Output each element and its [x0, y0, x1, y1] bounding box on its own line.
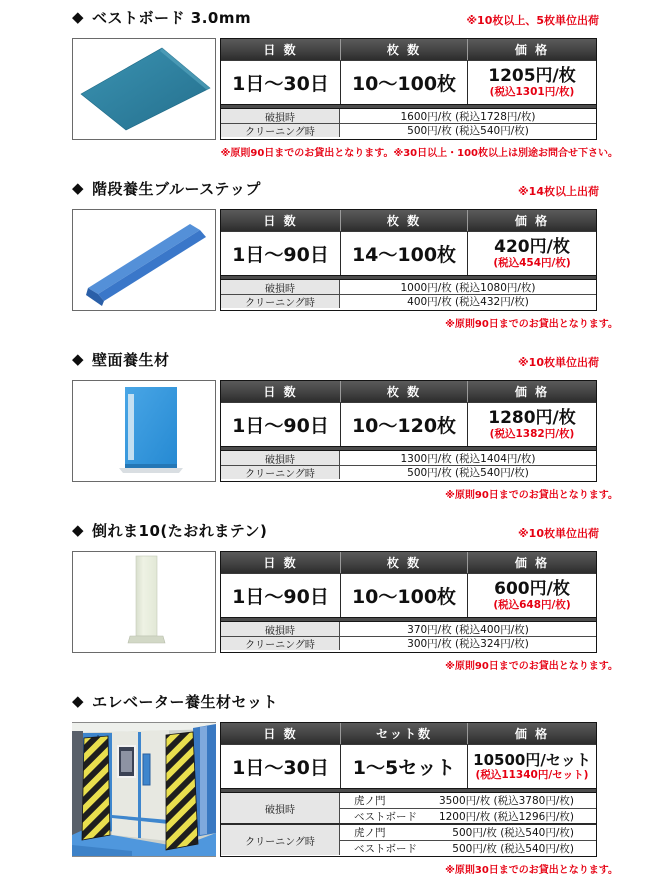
price-value: 600円/枚: [494, 578, 570, 599]
section-footnote: ※原則90日までのお貸出となります。: [445, 661, 618, 672]
price-value: 420円/枚: [494, 236, 570, 257]
product-title: [72, 691, 278, 712]
table-row: [221, 636, 596, 650]
section-footnote: ※原則90日までのお貸出となります。※30日以上・100枚以上は別途お問合せ下さい。: [220, 148, 618, 159]
section-header: [72, 694, 599, 712]
diamond-bullet-icon: ◆: [72, 8, 85, 26]
item-fee: 1200円/枚 (税込1296円/枚): [438, 810, 574, 823]
table-row: [221, 123, 596, 137]
quantity-value: 10〜100枚: [340, 574, 467, 617]
shipping-note: ※14枚以上出荷: [517, 185, 599, 198]
product-section-bestboard: [72, 10, 618, 159]
col-header-days: 日 数: [263, 43, 298, 57]
damage-label: 破損時: [221, 280, 340, 294]
cleaning-fee: 300円/枚 (税込324円/枚): [407, 638, 529, 650]
diamond-bullet-icon: ◆: [72, 521, 85, 539]
shipping-note: ※10枚以上、5枚単位出荷: [466, 14, 599, 27]
col-header-price: 価 格: [467, 381, 596, 402]
col-header-qty: 枚 数: [340, 552, 467, 573]
price-value: 1280円/枚: [488, 407, 576, 428]
damage-fee: 370円/枚 (税込400円/枚): [407, 623, 529, 636]
damage-fee: 1300円/枚 (税込1404円/枚): [400, 452, 536, 465]
product-title: [72, 520, 267, 541]
cleaning-label: クリーニング時: [221, 124, 340, 137]
cleaning-label: クリーニング時: [221, 466, 340, 479]
quantity-value: 14〜100枚: [340, 232, 467, 275]
table-row: [221, 465, 596, 479]
blue-wall-panel-image: [72, 381, 216, 481]
product-image-box: [72, 380, 216, 482]
diamond-bullet-icon: ◆: [72, 179, 85, 197]
elevator-photo-image: [72, 723, 216, 856]
pale-column-image: [72, 552, 216, 652]
damage-label: 破損時: [221, 793, 340, 823]
cleaning-group: [221, 823, 596, 855]
product-photo-box: [72, 722, 216, 857]
section-header: [72, 523, 599, 541]
item-fee: 500円/枚 (税込540円/枚): [452, 842, 574, 855]
damage-label: 破損時: [221, 451, 340, 465]
section-header: [72, 352, 599, 370]
product-title-text: 壁面養生材: [92, 351, 170, 369]
blue-step-image: [72, 210, 216, 310]
damage-label: 破損時: [221, 109, 340, 123]
product-section-elevator-set: [72, 694, 618, 876]
product-image-box: [72, 209, 216, 311]
days-value: 1日〜30日: [232, 757, 329, 779]
section-header: [72, 10, 599, 28]
col-header-price: 価 格: [467, 723, 596, 744]
section-footnote: ※原則30日までのお貸出となります。: [445, 865, 618, 876]
price-table: [220, 38, 597, 140]
product-section-bluestep: [72, 181, 618, 330]
price-cell: [467, 745, 596, 788]
item-name: 虎ノ門: [354, 827, 386, 839]
col-header-qty: 枚 数: [340, 210, 467, 231]
item-name: ベストボード: [354, 810, 417, 823]
cleaning-fee: 500円/枚 (税込540円/枚): [407, 467, 529, 479]
item-fee: 500円/枚 (税込540円/枚): [452, 827, 574, 839]
price-cell: [467, 403, 596, 446]
col-header-price: 価 格: [467, 39, 596, 60]
product-title-text: 階段養生ブルーステップ: [92, 180, 261, 198]
col-header-price: 価 格: [467, 210, 596, 231]
damage-fee: 1600円/枚 (税込1728円/枚): [400, 110, 536, 123]
product-section-wallpanel: [72, 352, 618, 501]
price-value: 1205円/枚: [488, 65, 576, 86]
price-tax-value: (税込648円/枚): [493, 599, 571, 612]
shipping-note: ※10枚単位出荷: [517, 356, 599, 369]
item-fee: 3500円/枚 (税込3780円/枚): [438, 795, 574, 807]
section-header: [72, 181, 599, 199]
product-image-box: [72, 551, 216, 653]
product-section-taorema10: [72, 523, 618, 672]
col-header-days: 日 数: [263, 214, 298, 228]
days-value: 1日〜90日: [232, 586, 329, 608]
price-tax-value: (税込1382円/枚): [489, 428, 575, 441]
days-value: 1日〜90日: [232, 244, 329, 266]
col-header-price: 価 格: [467, 552, 596, 573]
price-value: 10500円/セット: [473, 750, 591, 769]
table-row: [340, 825, 596, 840]
days-value: 1日〜30日: [232, 73, 329, 95]
cleaning-fee: 500円/枚 (税込540円/枚): [407, 125, 529, 137]
teal-board-image: [72, 39, 216, 139]
sets-value: 1〜5セット: [340, 745, 467, 788]
damage-label: 破損時: [221, 622, 340, 636]
table-row: [221, 622, 596, 636]
price-cell: [467, 61, 596, 104]
col-header-days: 日 数: [263, 727, 298, 741]
damage-group: [221, 793, 596, 823]
cleaning-label: クリーニング時: [221, 825, 340, 855]
product-title-text: 倒れま10(たおれまテン): [92, 522, 268, 540]
product-title: [72, 7, 251, 28]
price-tax-value: (税込11340円/セット): [475, 769, 589, 782]
product-title: [72, 349, 170, 370]
price-tax-value: (税込1301円/枚): [489, 86, 575, 99]
product-title-text: ベストボード 3.0mm: [92, 9, 252, 27]
col-header-sets: セット数: [340, 723, 467, 744]
section-footnote: ※原則90日までのお貸出となります。: [445, 490, 618, 501]
cleaning-label: クリーニング時: [221, 637, 340, 650]
price-tax-value: (税込454円/枚): [493, 257, 571, 270]
price-cell: [467, 574, 596, 617]
diamond-bullet-icon: ◆: [72, 692, 85, 710]
col-header-qty: 枚 数: [340, 39, 467, 60]
damage-fee: 1000円/枚 (税込1080円/枚): [400, 281, 536, 294]
item-name: 虎ノ門: [354, 795, 386, 807]
col-header-days: 日 数: [263, 556, 298, 570]
shipping-note: ※10枚単位出荷: [517, 527, 599, 540]
price-table: [220, 380, 597, 482]
price-table: [220, 722, 597, 857]
table-row: [221, 109, 596, 123]
item-name: ベストボード: [354, 842, 417, 855]
table-row: [340, 793, 596, 808]
quantity-value: 10〜120枚: [340, 403, 467, 446]
quantity-value: 10〜100枚: [340, 61, 467, 104]
col-header-qty: 枚 数: [340, 381, 467, 402]
days-value: 1日〜90日: [232, 415, 329, 437]
price-table: [220, 209, 597, 311]
section-footnote: ※原則90日までのお貸出となります。: [445, 319, 618, 330]
product-title-text: エレベーター養生材セット: [92, 693, 279, 711]
product-image-box: [72, 38, 216, 140]
table-row: [221, 280, 596, 294]
price-cell: [467, 232, 596, 275]
col-header-days: 日 数: [263, 385, 298, 399]
table-row: [340, 840, 596, 855]
product-title: [72, 178, 261, 199]
cleaning-label: クリーニング時: [221, 295, 340, 308]
cleaning-fee: 400円/枚 (税込432円/枚): [407, 296, 529, 308]
table-row: [340, 808, 596, 823]
price-table: [220, 551, 597, 653]
table-row: [221, 294, 596, 308]
table-row: [221, 451, 596, 465]
diamond-bullet-icon: ◆: [72, 350, 85, 368]
